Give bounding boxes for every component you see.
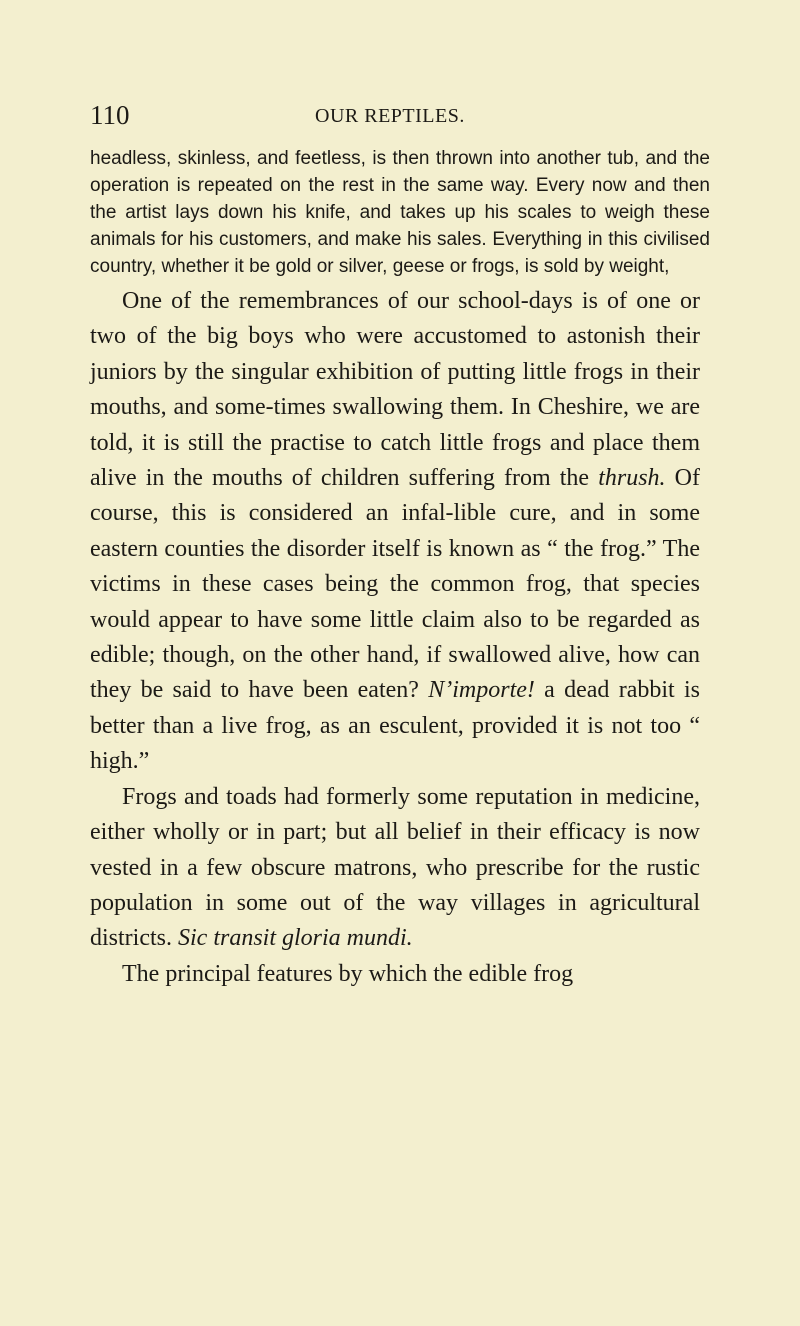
page-number: 110	[90, 100, 130, 130]
italic-thrush: thrush.	[598, 465, 666, 492]
paragraph-medicine	[90, 780, 700, 957]
running-head: OUR REPTILES.	[315, 105, 465, 127]
paragraph-school-days-text-1: One of the remembrances of our school-days is of one or two of the big boys who were accustomed to astonish their juniors by the singular exhibition of putting little frogs in their mouths, and some-times swallowing them. In Cheshire, we are told, it is still the practise to catch little frogs and place them alive in the mouths of children suffering from the	[90, 288, 700, 492]
paragraph-frog-market: headless, skinless, and feetless, is then thrown into another tub, and the operation is repeated on the rest in the same way. Every now and then the artist lays down his knife, and takes up his scales to weigh these animals for his customers, and make his sales. Everything in this civilised country, whether it be gold or silver, geese or frogs, is sold by weight,	[90, 148, 710, 277]
paragraph-principal-features: The principal features by which the edible frog	[122, 960, 574, 987]
main-text	[90, 284, 700, 992]
italic-nimporte: N’importe!	[428, 677, 535, 704]
paragraph-school-days-text-2: Of course, this is considered an infal-lible cure, and in some eastern counties the disorder itself is known as “ the frog.” The victims in these cases being the common frog, that species would appear to have some little claim also to be regarded as edible; though, on the other hand, if swallowed alive, how can they be said to have been eaten?	[90, 465, 701, 704]
page-header	[90, 100, 700, 130]
italic-sic-transit: Sic transit gloria mundi.	[178, 925, 413, 952]
paragraph-school-days-text-3: a dead rabbit is better than a live frog, as an esculent, provided it is not too “ high.”	[90, 677, 701, 775]
paragraph-medicine-text-1: Frogs and toads had formerly some reputation in medicine, either wholly or in part; but all belief in their efficacy is now vested in a few obscure matrons, who prescribe for the rustic population in some out of the way villages in agricultural districts.	[90, 783, 700, 952]
paragraph-school-days	[90, 284, 700, 780]
